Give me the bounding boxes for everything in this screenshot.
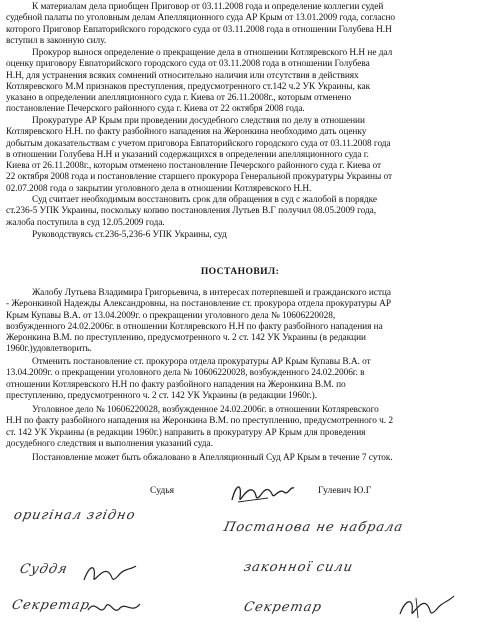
text-line: Н.Н по факту разбойного нападения на Жеронкина В.М. по преступлению, предусмотренного ч. 2 [6, 416, 394, 427]
text-line: преступлению, предусмотренного ч. 2 ст. 142 УК Украины (в редакции 1960г.). [6, 390, 318, 401]
judge-name: Гулевич Ю.Г [318, 485, 372, 496]
text-line: досудебного следствия и выполнения указаний суда. [6, 438, 213, 449]
judge-signature [228, 478, 298, 508]
text-line: которого Приговор Евпаторийского городского суда от 03.11.2008 года в отношении Голубева Н.Н [6, 24, 392, 35]
text-line: Прокуратуре АР Крым при проведении досудебного следствия по делу в отношении [32, 116, 365, 126]
text-line: Прокурор вынося определение о прекращение дела в отношении Котляревского Н.Н не дал [32, 48, 393, 58]
handwritten-not-in-force-note: Постанова не набрала [222, 520, 405, 535]
handwritten-legal-force-note: законної сили [242, 560, 355, 575]
judge-copy-signature [80, 560, 140, 588]
text-line: Крым Купавы В.А. от 13.04.2009г. о прекращении уголовного дела № 10606220028, [6, 310, 336, 321]
text-line: возбужденного 24.02.2006г. в отношении Котляревского Н.Н по факту разбойного нападения на [6, 321, 383, 332]
text-line: 02.07.2008 года о закрытии уголовного дела в отношении Котляревского Н.Н. [6, 183, 312, 194]
text-line: Уголовное дело № 10606220028, возбужденное 24.02.2006г. в отношении Котляревского [32, 405, 379, 415]
text-line: судебной палаты по уголовным делам Апелляционного суда АР Крым от 13.01.2009 года, согласно [6, 13, 396, 24]
text-line: постановление Печерского районного суда г. Киева от 22 октября 2008 года. [6, 104, 305, 115]
text-line: Котляревского М.М признаков преступления, предусмотренного ст.142 ч.2 УК Украины, как [6, 81, 371, 92]
paragraph-term [6, 195, 472, 229]
text-line: 13.04.2009г. о прекращении уголовного дела № 10606220028, возбужденного 24.02.2006г. в [6, 368, 365, 379]
text-line: Киева от 26.11.2008г., которым отменено постановление Печерского районного суда г. Киева от [6, 161, 382, 171]
text-line: жалоба поступила в суд 12.05.2009 года. [6, 217, 165, 228]
secretary-signature-left [84, 596, 144, 622]
text-line: ст.236-5 УПК Украины, поскольку копию постановления Лутьев В.Г получил 08.05.2009 года, [6, 206, 377, 217]
text-line: Котляревского Н.Н. по факту разбойного нападения на Жеронкина необходимо дать оценку [6, 127, 367, 138]
paragraph-case [6, 405, 472, 450]
handwritten-secretary-note: Секретар [10, 598, 92, 613]
paragraph-cancel [6, 357, 472, 402]
secretary-signature-right [396, 592, 458, 622]
text-line: Постановление может быть обжаловано в Апелляционный Суд АР Крым в течение 7 суток. [32, 453, 393, 463]
handwritten-judge-note: Суддя [18, 562, 70, 577]
text-line: отношении Котляревского Н.Н по факту разбойного нападения на Жеронкина В.М. по [6, 379, 346, 390]
text-line: Н.Н, для устранения всяких сомнений относительно наличия или отсутствия в действиях [6, 70, 359, 81]
judge-role-label: Судья [150, 485, 175, 496]
text-line: вступил в законную силу. [6, 35, 107, 46]
handwritten-secretary-note-right: Секретар [242, 600, 324, 615]
paragraph-complaint [6, 288, 472, 356]
text-line: в отношении Голубева Н.Н и указаний содержащихся в определении апелляционного суда г. [6, 149, 369, 160]
paragraph-investigation [6, 116, 472, 195]
text-line: Отменить постановление ст. прокурора отдела прокуратуры АР Крым Купавы В.А. от [32, 357, 371, 367]
paragraph-appeal [6, 453, 472, 464]
text-line: 1960г.)удовлетворить. [6, 344, 92, 355]
paragraph-prosecutor [6, 48, 472, 116]
text-line: - Жеронкиной Надежды Александровны, на постановление ст. прокурора отдела прокуратуры АР [6, 299, 392, 310]
handwritten-original-note: оригінал згідно [12, 508, 138, 523]
text-line: Жеронкина В.М. по преступлению, предусмотренного ч. 2 ст. 142 УК Украины (в редакции [6, 333, 366, 343]
text-line: 22 октября 2008 года и постановление старшего прокурора Генеральной прокуратуры Украины от [6, 172, 393, 183]
text-line: добытым доказательствам с учетом приговора Евпаторийского городского суда от 03.11.2008 года [6, 138, 391, 149]
text-line: ст. 142 УК Украины (в редакции 1960г.) направить в прокуратуру АР Крым для проведения [6, 427, 366, 438]
text-line: указано в определении апелляционного суда г. Киева от 26.11.2008г., которым отменено [6, 93, 352, 103]
paragraph-guided [6, 230, 472, 241]
ruling-heading: ПОСТАНОВИЛ: [200, 266, 280, 277]
text-line: Жалобу Лутьева Владимира Григорьевича, в интересах потерпевшей и гражданского истца [32, 288, 391, 298]
text-line: Руководствуясь ст.236-5,236-6 УПК Украины, суд [32, 230, 227, 240]
text-line: Суд считает необходимым восстановить срок для обращения в суд с жалобой в порядке [32, 195, 377, 205]
text-line: оценку приговору Евпаторийского городского суда от 03.11.2008 года в отношении Голубева [6, 59, 370, 70]
paragraph-intro [6, 2, 472, 47]
text-line: К материалам дела приобщен Приговор от 03.11.2008 года и определение коллегии судей [32, 2, 384, 12]
